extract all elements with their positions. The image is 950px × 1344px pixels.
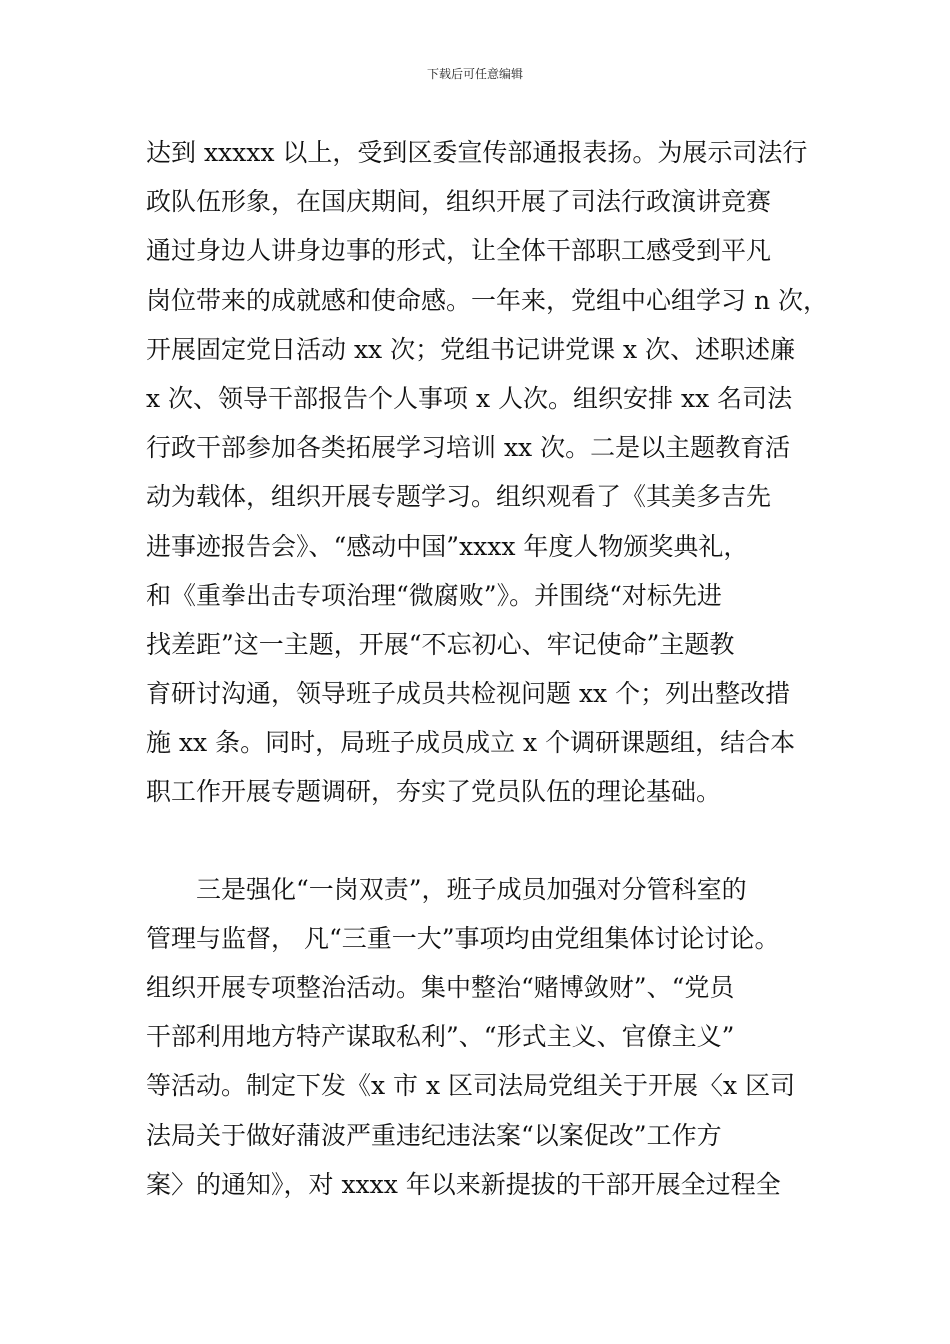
- text-line: 行政干部参加各类拓展学习培训 xx 次。二是以主题教育活: [146, 433, 791, 463]
- text-line: 施 xx 条。同时，局班子成员成立 x 个调研课题组，结合本: [146, 728, 796, 758]
- document-body: [146, 128, 828, 1209]
- text-line: 进事迹报告会》、“感动中国”xxxx 年度人物颁奖典礼，: [146, 531, 749, 561]
- text-line: 案〉的通知》，对 xxxx 年以来新提拔的干部开展全过程全: [146, 1169, 781, 1199]
- text-line: x 次、领导干部报告个人事项 x 人次。组织安排 xx 名司法: [146, 383, 793, 413]
- text-line: 管理与监督， 凡“三重一大”事项均由党组集体讨论讨论。: [146, 923, 780, 953]
- text-line: 三是强化“一岗双责”，班子成员加强对分管科室的: [146, 874, 747, 904]
- text-line: 政队伍形象，在国庆期间，组织开展了司法行政演讲竞赛: [146, 187, 772, 217]
- text-line: 开展固定党日活动 xx 次；党组书记讲党课 x 次、述职述廉: [146, 334, 796, 364]
- text-line: 达到 xxxxx 以上，受到区委宣传部通报表扬。为展示司法行: [146, 138, 808, 167]
- text-line: 法局关于做好蒲波严重违纪违法案“以案促改”工作方: [146, 1120, 722, 1150]
- text-line: 组织开展专项整治活动。集中整治“赌博敛财”、“党员: [146, 973, 735, 1002]
- text-line: 找差距”这一主题，开展“不忘初心、牢记使命”主题教: [146, 629, 735, 659]
- paragraph-2: [146, 865, 816, 1209]
- paragraph-spacer: [146, 817, 816, 865]
- page-header: 下载后可任意编辑: [426, 67, 523, 81]
- text-line: 职工作开展专题调研，夯实了党员队伍的理论基础。: [146, 777, 722, 807]
- text-line: 育研讨沟通，领导班子成员共检视问题 xx 个；列出整改措: [146, 679, 791, 709]
- text-line: 动为载体，组织开展专题学习。组织观看了《其美多吉先: [146, 482, 772, 512]
- text-line: 岗位带来的成就感和使命感。一年来，党组中心组学习 n 次，: [146, 285, 828, 315]
- text-line: 等活动。制定下发《x 市 x 区司法局党组关于开展〈x 区司: [146, 1071, 796, 1101]
- paragraph-1: [146, 128, 828, 817]
- text-line: 干部利用地方特产谋取私利”、“形式主义、官僚主义”: [146, 1022, 735, 1052]
- text-line: 通过身边人讲身边事的形式，让全体干部职工感受到平凡: [146, 236, 772, 266]
- text-line: 和《重拳出击专项治理“微腐败”》。并围绕“对标先进: [146, 580, 722, 610]
